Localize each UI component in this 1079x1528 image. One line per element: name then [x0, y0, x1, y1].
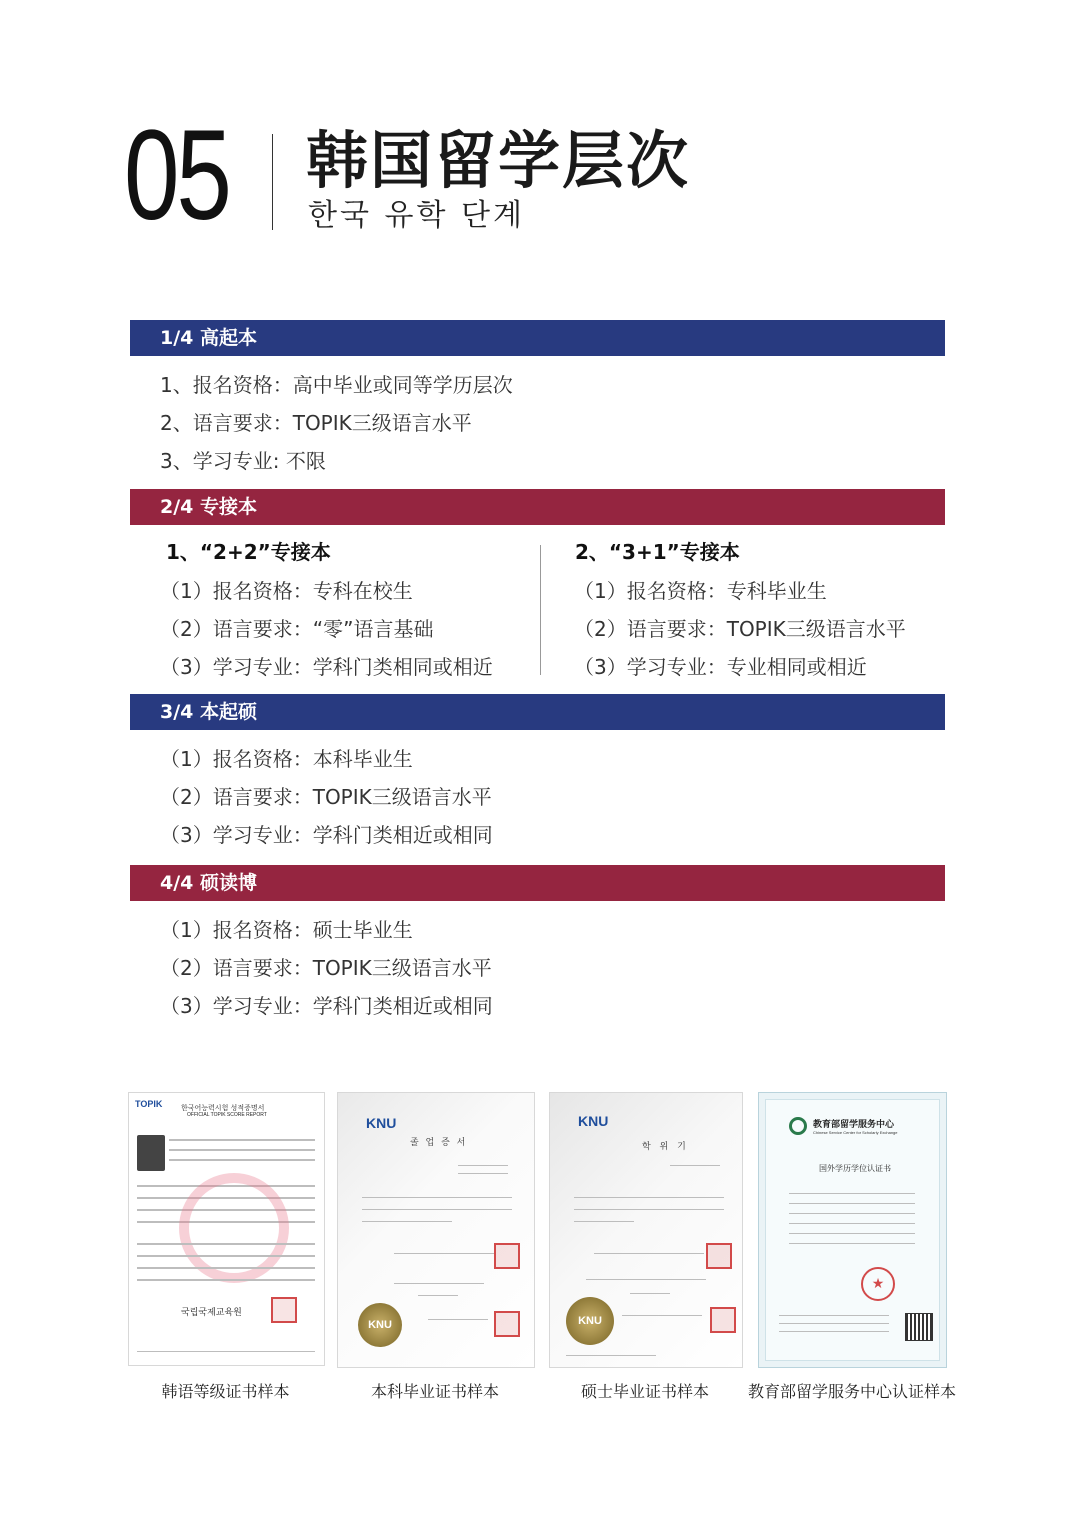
- list-item: （2）语言要求：“零”语言基础: [160, 617, 434, 641]
- sub-heading-left: 1、“2+2”专接本: [166, 540, 331, 564]
- list-item: （1）报名资格：硕士毕业生: [160, 918, 413, 942]
- column-divider: [540, 545, 541, 675]
- cert-caption: 教育部留学服务中心认证样本: [747, 1382, 956, 1401]
- list-item: （2）语言要求：TOPIK三级语言水平: [160, 785, 492, 809]
- list-item: （3）学习专业：学科门类相同或相近: [160, 655, 493, 679]
- cert-caption: 硕士毕业证书样本: [580, 1382, 709, 1401]
- org-name: 教育部留学服务中心: [813, 1120, 895, 1130]
- cert-heading: 졸 업 증 서: [410, 1138, 468, 1148]
- cert-caption: 本科毕业证书样本: [370, 1382, 499, 1401]
- bachelor-certificate-image: [337, 1092, 535, 1368]
- photo: [137, 1135, 165, 1171]
- qr-code-icon: [905, 1313, 933, 1341]
- section-label: 2/4 专接本: [160, 496, 257, 518]
- header-divider: [272, 134, 273, 230]
- cscse-logo-icon: [789, 1117, 807, 1135]
- list-item: （3）学习专业：学科门类相近或相同: [160, 994, 493, 1018]
- list-item: 3、学习专业: 不限: [160, 449, 326, 473]
- list-item: （2）语言要求：TOPIK三级语言水平: [574, 617, 906, 641]
- section-label: 4/4 硕读博: [160, 872, 257, 894]
- cscse-certificate-image: [758, 1092, 947, 1368]
- list-item: （3）学习专业：学科门类相近或相同: [160, 823, 493, 847]
- section-label: 1/4 高起本: [160, 327, 257, 349]
- list-item: 1、报名资格：高中毕业或同等学历层次: [160, 373, 513, 397]
- list-item: （1）报名资格：专科在校生: [160, 579, 413, 603]
- knu-logo: KNU: [366, 1115, 397, 1131]
- stamp: [710, 1307, 736, 1333]
- section-bar-3: [130, 694, 945, 730]
- stamp: [494, 1311, 520, 1337]
- gold-seal: KNU: [566, 1297, 614, 1345]
- section-number: 05: [124, 104, 229, 247]
- stamp: [271, 1297, 297, 1323]
- section-label: 3/4 本起硕: [160, 701, 257, 723]
- list-item: （2）语言要求：TOPIK三级语言水平: [160, 956, 492, 980]
- master-certificate-image: [549, 1092, 743, 1368]
- cert-heading: 학 위 기: [642, 1142, 689, 1152]
- list-item: （1）报名资格：专科毕业生: [574, 579, 827, 603]
- topik-certificate-image: [128, 1092, 325, 1366]
- list-item: （1）报名资格：本科毕业生: [160, 747, 413, 771]
- list-item: 2、语言要求：TOPIK三级语言水平: [160, 411, 472, 435]
- cert-heading: 国外学历学位认证书: [819, 1164, 891, 1173]
- stamp: [494, 1243, 520, 1269]
- section-bar-2: [130, 489, 945, 525]
- stamp: [706, 1243, 732, 1269]
- page-subtitle: 한국 유학 단계: [308, 198, 525, 233]
- knu-logo: KNU: [578, 1113, 609, 1129]
- section-bar-1: [130, 320, 945, 356]
- org-name-en: Chinese Service Center for Scholarly Exchange: [813, 1130, 898, 1135]
- red-seal-icon: ★: [861, 1267, 895, 1301]
- cert-issuer: 국립국제교육원: [181, 1308, 242, 1318]
- topik-logo: TOPIK: [135, 1099, 163, 1109]
- cert-caption: 韩语等级证书样本: [161, 1382, 290, 1401]
- section-bar-4: [130, 865, 945, 901]
- sub-heading-right: 2、“3+1”专接本: [575, 540, 740, 564]
- gold-seal: KNU: [358, 1303, 402, 1347]
- cert-heading: 한국어능력시험 성적증명서: [181, 1104, 265, 1112]
- page-title: 韩国留学层次: [306, 124, 691, 197]
- cert-heading-en: OFFICIAL TOPIK SCORE REPORT: [187, 1112, 267, 1118]
- list-item: （3）学习专业：专业相同或相近: [574, 655, 867, 679]
